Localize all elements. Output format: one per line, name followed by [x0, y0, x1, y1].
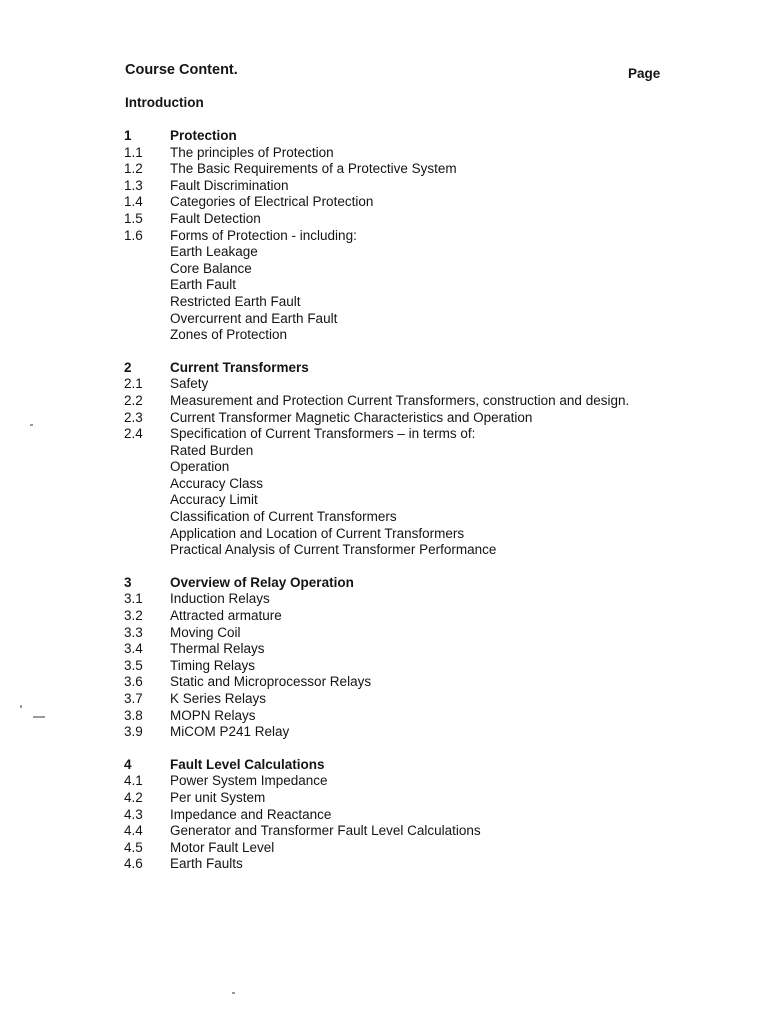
entry-number: 3.9: [124, 724, 143, 740]
toc-section: [124, 757, 724, 873]
entry-text: Impedance and Reactance: [170, 806, 332, 822]
toc-entry: [124, 410, 724, 427]
scan-mark: [30, 424, 33, 426]
toc-entry: [124, 608, 724, 625]
section-heading: [124, 128, 724, 145]
section-number: 3: [124, 574, 132, 590]
entry-text: Accuracy Class: [170, 475, 264, 491]
entry-text: Forms of Protection - including:: [170, 227, 357, 243]
toc-entry: [124, 658, 724, 675]
toc-section: [124, 575, 724, 741]
toc-entry: [124, 708, 724, 725]
entry-text: Operation: [170, 459, 230, 475]
entry-number: [124, 459, 170, 476]
scan-mark: [232, 992, 235, 994]
entry-number: [124, 311, 170, 328]
toc-entry: [124, 426, 724, 443]
entry-text: Core Balance: [170, 260, 252, 276]
toc-entry: [124, 244, 724, 261]
section-heading: [124, 757, 724, 774]
toc-section: [124, 360, 724, 559]
page-column-label: Page: [628, 66, 661, 81]
entry-number: 3.5: [124, 657, 143, 673]
section-title: Fault Level Calculations: [170, 756, 325, 772]
entry-text: Attracted armature: [170, 608, 282, 624]
toc-entry: [124, 476, 724, 493]
section-title: Overview of Relay Operation: [170, 574, 354, 590]
entry-text: Application and Location of Current Transformers: [170, 525, 465, 541]
entry-number: [124, 509, 170, 526]
entry-number: [124, 526, 170, 543]
entry-text: Specification of Current Transformers – in terms of:: [170, 426, 476, 442]
entry-text: Earth Fault: [170, 277, 237, 293]
scan-mark: [33, 716, 45, 718]
toc-entry: [124, 773, 724, 790]
toc-entry: [124, 526, 724, 543]
section-number: 4: [124, 756, 132, 772]
toc-entry: [124, 327, 724, 344]
entry-text: Induction Relays: [170, 591, 270, 607]
entry-number: 1.1: [124, 144, 143, 160]
toc-entry: [124, 691, 724, 708]
entry-text: Overcurrent and Earth Fault: [170, 310, 338, 326]
entry-number: 1.2: [124, 161, 143, 177]
entry-number: 4.1: [124, 773, 143, 789]
entry-number: [124, 294, 170, 311]
entry-text: Fault Discrimination: [170, 177, 289, 193]
entry-text: Classification of Current Transformers: [170, 509, 397, 525]
entry-number: 4.4: [124, 823, 143, 839]
entry-number: 3.2: [124, 608, 143, 624]
entry-text: Current Transformer Magnetic Characteristics and Operation: [170, 409, 533, 425]
entry-number: 3.8: [124, 707, 143, 723]
introduction-heading: Introduction: [125, 95, 204, 110]
entry-number: 1.4: [124, 194, 143, 210]
toc-entry: [124, 228, 724, 245]
toc-entry: [124, 492, 724, 509]
entry-number: [124, 443, 170, 460]
section-number: 2: [124, 359, 132, 375]
section-heading: [124, 575, 724, 592]
entry-text: Timing Relays: [170, 657, 256, 673]
toc-entry: [124, 823, 724, 840]
entry-number: [124, 244, 170, 261]
entry-text: Restricted Earth Fault: [170, 293, 301, 309]
entry-text: Motor Fault Level: [170, 839, 275, 855]
document-title: Course Content.: [125, 62, 238, 78]
toc-entry: [124, 591, 724, 608]
entry-text: Moving Coil: [170, 624, 241, 640]
entry-number: [124, 327, 170, 344]
entry-text: Power System Impedance: [170, 773, 328, 789]
entry-number: 4.6: [124, 856, 143, 872]
entry-number: [124, 261, 170, 278]
toc-entry: [124, 509, 724, 526]
entry-text: Per unit System: [170, 789, 266, 805]
toc-entry: [124, 856, 724, 873]
toc-entry: [124, 145, 724, 162]
entry-text: Safety: [170, 376, 209, 392]
table-of-contents: [124, 128, 724, 889]
section-heading: [124, 360, 724, 377]
entry-number: 2.3: [124, 409, 143, 425]
toc-entry: [124, 674, 724, 691]
entry-text: K Series Relays: [170, 691, 267, 706]
toc-entry: [124, 294, 724, 311]
section-title: Current Transformers: [170, 359, 309, 375]
entry-text: Rated Burden: [170, 442, 254, 458]
entry-text: MOPN Relays: [170, 707, 256, 723]
entry-number: [124, 277, 170, 294]
entry-text: Categories of Electrical Protection: [170, 194, 374, 210]
entry-text: Earth Leakage: [170, 244, 258, 260]
entry-text: Fault Detection: [170, 210, 261, 226]
toc-entry: [124, 161, 724, 178]
toc-entry: [124, 261, 724, 278]
toc-entry: [124, 311, 724, 328]
entry-number: [124, 476, 170, 493]
toc-entry: [124, 277, 724, 294]
entry-number: [124, 492, 170, 509]
entry-number: 4.5: [124, 839, 143, 855]
scan-mark: [20, 705, 22, 708]
toc-entry: [124, 211, 724, 228]
entry-text: Zones of Protection: [170, 327, 288, 343]
entry-number: 3.4: [124, 641, 143, 657]
entry-text: Thermal Relays: [170, 641, 265, 657]
entry-number: [124, 542, 170, 559]
entry-text: Accuracy Limit: [170, 492, 258, 508]
entry-number: 2.2: [124, 392, 143, 408]
entry-number: 4.2: [124, 789, 143, 805]
entry-text: The principles of Protection: [170, 144, 334, 160]
toc-entry: [124, 807, 724, 824]
entry-text: The Basic Requirements of a Protective System: [170, 161, 457, 177]
entry-number: 3.3: [124, 624, 143, 640]
toc-entry: [124, 641, 724, 658]
entry-text: Measurement and Protection Current Transformers, construction and design.: [170, 392, 630, 408]
toc-entry: [124, 393, 724, 410]
toc-entry: [124, 724, 724, 741]
toc-entry: [124, 459, 724, 476]
entry-text: Earth Faults: [170, 856, 243, 872]
entry-number: 1.5: [124, 210, 143, 226]
toc-entry: [124, 790, 724, 807]
section-title: Protection: [170, 128, 237, 143]
section-number: 1: [124, 128, 132, 143]
toc-entry: [124, 194, 724, 211]
entry-text: Static and Microprocessor Relays: [170, 674, 372, 690]
entry-text: Practical Analysis of Current Transformer Performance: [170, 542, 497, 558]
entry-number: 2.1: [124, 376, 143, 392]
toc-entry: [124, 625, 724, 642]
entry-number: 2.4: [124, 426, 143, 442]
entry-number: 3.6: [124, 674, 143, 690]
entry-number: 1.3: [124, 177, 143, 193]
entry-number: 3.7: [124, 691, 143, 706]
entry-number: 4.3: [124, 806, 143, 822]
toc-entry: [124, 443, 724, 460]
entry-text: Generator and Transformer Fault Level Calculations: [170, 823, 481, 839]
toc-entry: [124, 178, 724, 195]
toc-entry: [124, 840, 724, 857]
entry-number: 1.6: [124, 227, 143, 243]
toc-entry: [124, 376, 724, 393]
toc-entry: [124, 542, 724, 559]
entry-text: MiCOM P241 Relay: [170, 724, 290, 740]
toc-section: [124, 128, 724, 344]
entry-number: 3.1: [124, 591, 143, 607]
